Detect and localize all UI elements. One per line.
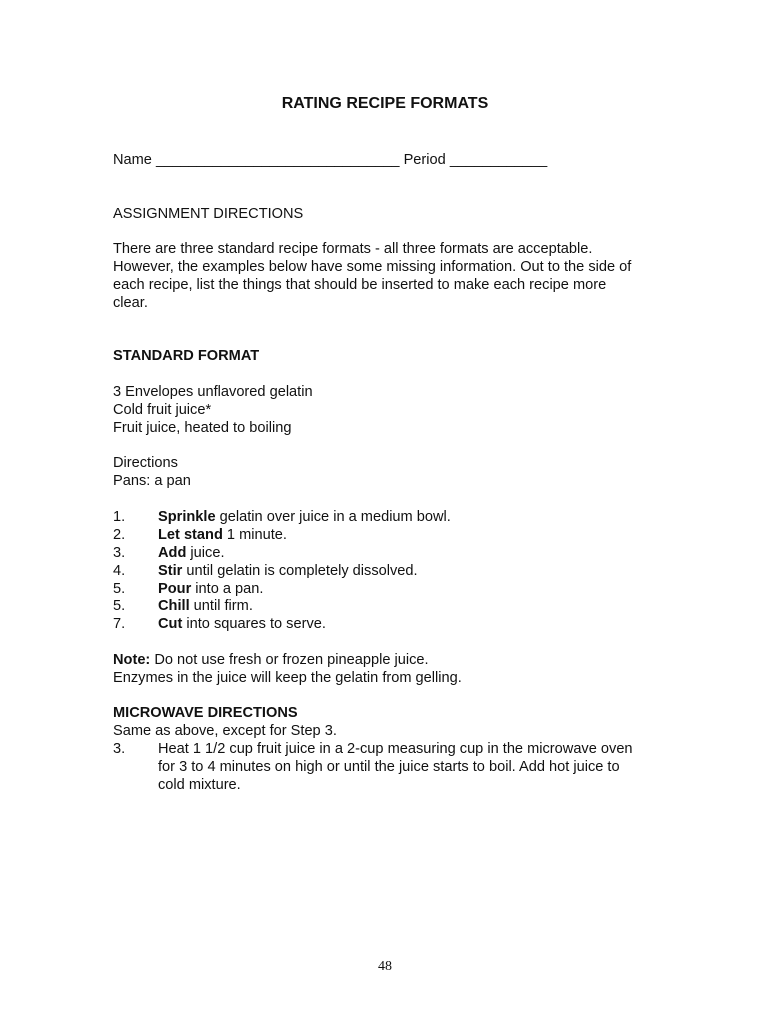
note-line <box>113 651 429 669</box>
step-number: 7. <box>113 616 126 632</box>
step-number: 5. <box>113 581 126 597</box>
step-item <box>113 562 418 580</box>
step-item <box>113 508 451 526</box>
step-number: 5. <box>113 598 126 614</box>
microwave-intro: Same as above, except for Step 3. <box>113 723 337 739</box>
step-number: 3. <box>113 545 126 561</box>
step-verb: Stir <box>158 563 183 579</box>
step-verb: Chill <box>158 598 190 614</box>
name-label: Name <box>113 152 152 168</box>
microwave-step <box>113 740 633 758</box>
ingredient-item: Cold fruit juice* <box>113 402 212 418</box>
ingredient-item: 3 Envelopes unflavored gelatin <box>113 384 313 400</box>
step-verb: Cut <box>158 616 183 632</box>
ingredient-item: Fruit juice, heated to boiling <box>113 420 292 436</box>
directions-label: Directions <box>113 455 178 471</box>
step-text: juice. <box>186 545 225 561</box>
assignment-heading: ASSIGNMENT DIRECTIONS <box>113 206 304 222</box>
directions-line: There are three standard recipe formats - all three formats are acceptable. <box>113 241 593 257</box>
name-period-line <box>113 151 547 169</box>
page-number: 48 <box>378 959 392 974</box>
step-text: gelatin over juice in a medium bowl. <box>215 509 451 525</box>
name-blank: ______________________________ <box>156 152 400 168</box>
step-text: into a pan. <box>191 581 264 597</box>
step-text: 1 minute. <box>222 527 287 543</box>
step-number: 3. <box>113 741 126 757</box>
step-verb: Sprinkle <box>158 509 216 525</box>
microwave-step-continuation: cold mixture. <box>158 777 241 793</box>
microwave-step-text: Heat 1 1/2 cup fruit juice in a 2-cup measuring cup in the microwave oven <box>158 741 633 757</box>
step-item <box>113 580 263 598</box>
page-title: RATING RECIPE FORMATS <box>281 95 489 112</box>
step-text: until firm. <box>189 598 253 614</box>
step-item <box>113 597 253 615</box>
step-number: 2. <box>113 527 126 543</box>
note-text: Do not use fresh or frozen pineapple juice. <box>150 652 429 668</box>
step-verb: Add <box>158 545 187 561</box>
microwave-step-continuation: for 3 to 4 minutes on high or until the juice starts to boil. Add hot juice to <box>158 759 620 775</box>
step-number: 1. <box>113 509 126 525</box>
standard-format-heading: STANDARD FORMAT <box>113 348 260 364</box>
microwave-heading: MICROWAVE DIRECTIONS <box>113 705 298 721</box>
directions-line: clear. <box>113 295 148 311</box>
period-blank: ____________ <box>449 152 548 168</box>
step-verb: Let stand <box>158 527 223 543</box>
directions-line: However, the examples below have some missing information. Out to the side of <box>113 259 632 275</box>
step-text: into squares to serve. <box>182 616 326 632</box>
step-item <box>113 544 225 562</box>
step-number: 4. <box>113 563 126 579</box>
pans-line: Pans: a pan <box>113 473 191 489</box>
step-text: until gelatin is completely dissolved. <box>182 563 418 579</box>
period-label: Period <box>403 152 446 168</box>
note-line-2: Enzymes in the juice will keep the gelatin from gelling. <box>113 670 462 686</box>
step-item <box>113 615 326 633</box>
directions-line: each recipe, list the things that should be inserted to make each recipe more <box>113 277 607 293</box>
step-verb: Pour <box>158 581 192 597</box>
step-item <box>113 526 287 544</box>
note-label: Note: <box>113 652 151 668</box>
